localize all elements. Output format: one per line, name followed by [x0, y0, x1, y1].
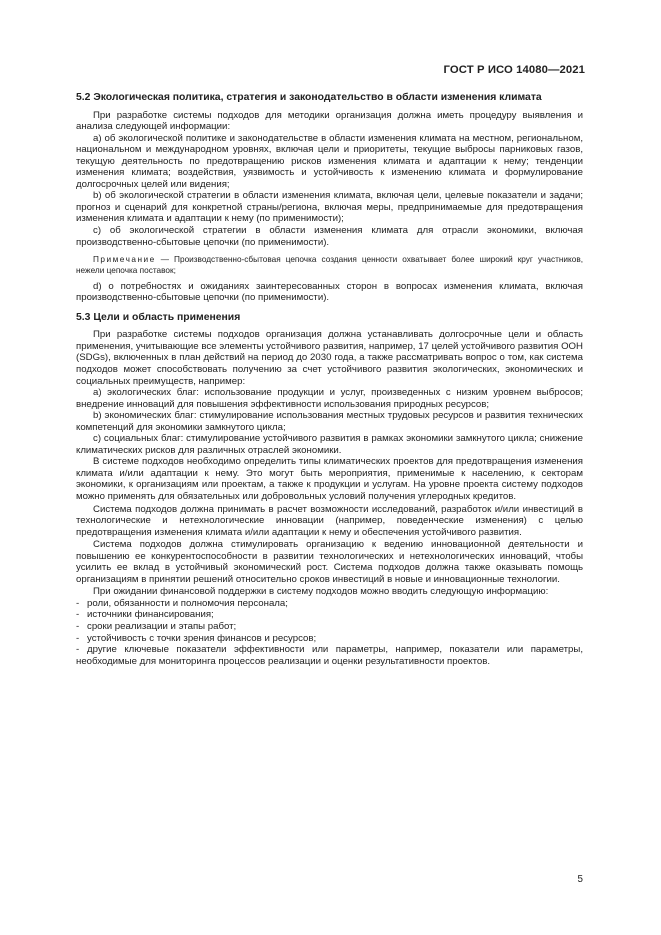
list-item — [76, 598, 583, 610]
list-dash: - — [76, 609, 80, 621]
section-5-3-paragraph-1: При разработке системы подходов организация должна устанавливать долгосрочные цели и область применения, учитывающие все элементы устойчивого развития, например, 17 целей устойчивого развития ООН (SDGs), включенных в план действий на период до 2030 года, а также рассматривать вопрос о том, как система подходов может способствовать получению за счет устойчивого развития экологических, экономических и социальных преимуществ, например: — [76, 329, 583, 387]
section-5-3-item-c: c) социальных благ: стимулирование устойчивого развития в рамках экономики замкнутого цикла; снижение климатических рисков для различных отраслей экономики. — [76, 433, 583, 456]
list-dash: - — [76, 621, 80, 633]
list-dash: - — [76, 644, 80, 656]
note — [76, 255, 583, 277]
section-5-3-paragraph-2: В системе подходов необходимо определить типы климатических проектов для предотвращения изменения климата и/или адаптации к нему. Это могут быть мероприятия, применимые к населению, к секторам экономики, к организациям или проектам, а также к продукции и услугам. На уровне проекта систему подходов можно применять для обязательных или добровольных условий получения углеродных кредитов. — [76, 456, 583, 502]
section-5-3-paragraph-3: Система подходов должна принимать в расчет возможности исследований, разработок и/или инвестиций в технологические и нетехнологические инновации (например, поведенческие изменения) с целью предотвращения изменения климата и/или адаптации к нему и обеспечения устойчивого развития. — [76, 503, 583, 538]
section-5-2-item-a: a) об экологической политике и законодательстве в области изменения климата на местном, региональном, национальном и международном уровнях, включая цели и приоритеты, текущие выбросы парниковых газов, текущую деятельность по предотвращению рисков изменения климата и адаптации к нему; тенденции изменения климата; воздействия, уязвимость и устойчивость к изменению климата и формулирование долгосрочных целей или видения; — [76, 132, 583, 190]
section-5-3-item-b: b) экономических благ: стимулирование использования местных трудовых ресурсов и развития технических компетенций для экономики замкнутого цикла; — [76, 410, 583, 433]
list-item-text: роли, обязанности и полномочия персонала; — [87, 597, 288, 609]
section-5-3-heading: 5.3 Цели и область применения — [76, 311, 241, 323]
list-item-text: сроки реализации и этапы работ; — [87, 621, 237, 633]
section-5-2-item-c: c) об экологической стратегии в области изменения климата для отрасли экономики, включая производственно-сбытовые цепочки (по применимости). — [76, 225, 583, 248]
note-text: — Производственно-сбытовая цепочка создания ценности охватывает более широкий круг участников, нежели цепочка поставок; — [76, 255, 583, 275]
note-label: Примечание — [93, 255, 156, 265]
list-item — [76, 621, 583, 633]
list-item-text: источники финансирования; — [87, 609, 214, 621]
section-5-2-item-b: b) об экологической стратегии в области изменения климата, включая цели, целевые показатели и задачи; прогноз и сценарий для конкретной страны/региона, включая меры, предпринимаемые для предотвращения изменения климата и адаптации к нему (по применимости); — [76, 190, 583, 225]
list-item-text: устойчивость с точки зрения финансов и ресурсов; — [87, 632, 317, 644]
list-item-text: другие ключевые показатели эффективности или параметры, например, показатели или параметры, необходимые для мониторинга процессов реализации и оценки результативности проектов. — [76, 644, 583, 667]
list-dash: - — [76, 597, 80, 609]
section-5-3-item-a: a) экологических благ: использование продукции и услуг, произведенных с низким уровнем выбросов; внедрение инноваций для повышения эффективности использования природных ресурсов; — [76, 387, 583, 410]
list-item — [76, 633, 583, 645]
section-5-3-paragraph-4: Система подходов должна стимулировать организацию к ведению инновационной деятельности и повышению ее конкурентоспособности в развитии технологических и нетехнологических инноваций, чтобы усилить ее вклад в устойчивый экономический рост. Система подходов должна также оказывать помощь организациям в принятии решений относительно сроков инвестиций в новые и инновационные технологии. — [76, 539, 583, 585]
section-5-2-item-d: d) о потребностях и ожиданиях заинтересованных сторон в вопросах изменения климата, включая производственно-сбытовые цепочки (по применимости). — [76, 280, 583, 304]
list-item — [76, 609, 583, 621]
list-item — [76, 644, 583, 667]
section-5-3-paragraph-5: При ожидании финансовой поддержки в систему подходов можно вводить следующую информацию: — [93, 586, 549, 598]
list-dash: - — [76, 632, 80, 644]
section-5-2-intro: При разработке системы подходов для методики организация должна иметь процедуру выявления и анализа следующей информации: — [76, 109, 583, 133]
page-content — [76, 92, 583, 667]
page-number: 5 — [577, 874, 583, 885]
section-5-2-heading: 5.2 Экологическая политика, стратегия и законодательство в области изменения климата — [76, 92, 542, 103]
standard-number: ГОСТ Р ИСО 14080—2021 — [443, 64, 585, 76]
